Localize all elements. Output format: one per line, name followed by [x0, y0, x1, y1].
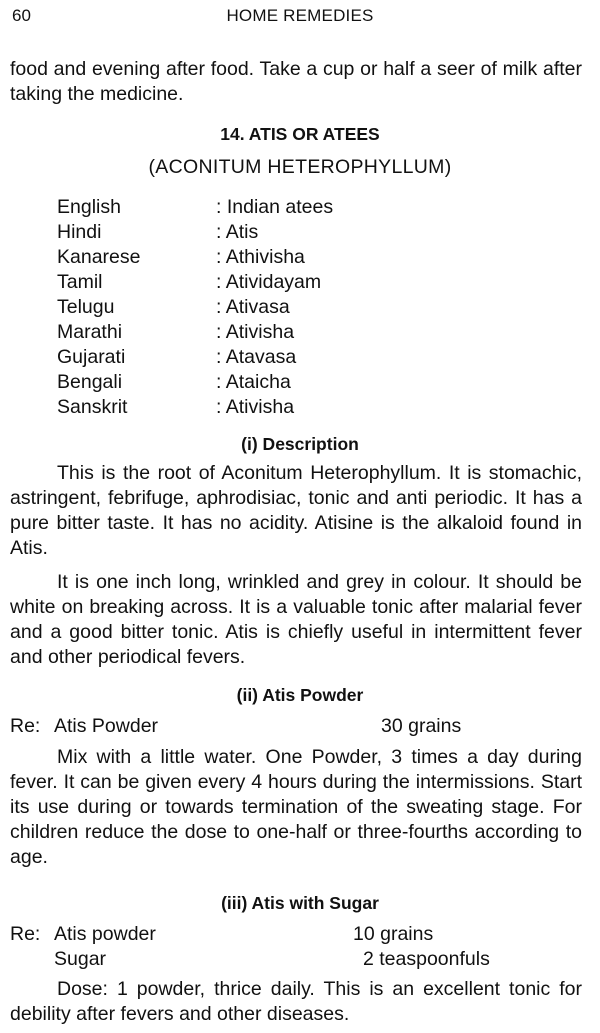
- recipe-row: [10, 922, 590, 947]
- powder-paragraph: Mix with a little water. One Powder, 3 times a day during fever. It can be given every 4 hours during the intermissions. Start its use during or towards termination of the sweating stage. For children reduce the dose to one-half or three-fourths according to age.: [10, 746, 582, 868]
- name-row: [57, 320, 457, 345]
- sugar-paragraph: Dose: 1 powder, thrice daily. This is an excellent tonic for debility after fevers and other diseases.: [10, 978, 582, 1025]
- language: Telugu: [57, 296, 115, 318]
- name-value: : Ataicha: [216, 371, 291, 393]
- description-paragraph-2: It is one inch long, wrinkled and grey in colour. It should be white on breaking across. It is a valuable tonic after malarial fever and a good bitter tonic. Atis is chiefly useful in intermittent fever and other periodical fevers.: [10, 571, 582, 668]
- powder-recipe: [10, 714, 590, 739]
- name-value: : Ativasa: [216, 296, 290, 318]
- recipe-quantity: 10 grains: [353, 923, 434, 945]
- language: Hindi: [57, 221, 102, 243]
- recipe-row: [10, 714, 590, 739]
- re-label: Re:: [10, 923, 41, 945]
- intro-paragraph: food and evening after food. Take a cup or half a seer of milk after taking the medicine.: [10, 58, 582, 105]
- language: English: [57, 196, 121, 218]
- name-value: : Atis: [216, 221, 259, 243]
- name-value: : Indian atees: [216, 196, 334, 218]
- language: Tamil: [57, 271, 103, 293]
- name-value: : Atavasa: [216, 346, 297, 368]
- recipe-item: Atis powder: [54, 923, 156, 945]
- re-label: Re:: [10, 715, 41, 737]
- name-row: [57, 195, 457, 220]
- recipe-item: Sugar: [54, 948, 107, 970]
- language: Gujarati: [57, 346, 126, 368]
- name-value: : Atividayam: [216, 271, 322, 293]
- sugar-recipe: [10, 922, 590, 972]
- language: Kanarese: [57, 246, 141, 268]
- name-row: [57, 395, 457, 420]
- recipe-item: Atis Powder: [54, 715, 159, 737]
- name-row: [57, 370, 457, 395]
- recipe-row: [10, 947, 590, 972]
- name-row: [57, 245, 457, 270]
- name-row: [57, 295, 457, 320]
- description-heading: (i) Description: [241, 434, 359, 454]
- section-heading: 14. ATIS OR ATEES: [220, 124, 380, 144]
- running-title: HOME REMEDIES: [226, 6, 374, 25]
- name-row: [57, 345, 457, 370]
- name-value: : Ativisha: [216, 396, 295, 418]
- name-value: : Athivisha: [216, 246, 305, 268]
- page-number: 60: [12, 6, 31, 25]
- powder-heading: (ii) Atis Powder: [236, 685, 364, 705]
- language: Bengali: [57, 371, 123, 393]
- page-header: [12, 6, 588, 30]
- name-row: [57, 220, 457, 245]
- language: Marathi: [57, 321, 123, 343]
- description-paragraph-1: This is the root of Aconitum Heterophyllum. It is stomachic, astringent, febrifuge, aphrodisiac, tonic and anti periodic. It has a pure bitter taste. It has no acidity. Atisine is the alkaloid found in Atis.: [10, 462, 582, 559]
- name-row: [57, 270, 457, 295]
- name-value: : Ativisha: [216, 321, 295, 343]
- sugar-heading: (iii) Atis with Sugar: [221, 893, 379, 913]
- botanical-name: (ACONITUM HETEROPHYLLUM): [148, 156, 452, 178]
- recipe-quantity: 2 teaspoonfuls: [363, 948, 490, 970]
- recipe-quantity: 30 grains: [381, 715, 462, 737]
- names-table: [57, 195, 457, 420]
- language: Sanskrit: [57, 396, 128, 418]
